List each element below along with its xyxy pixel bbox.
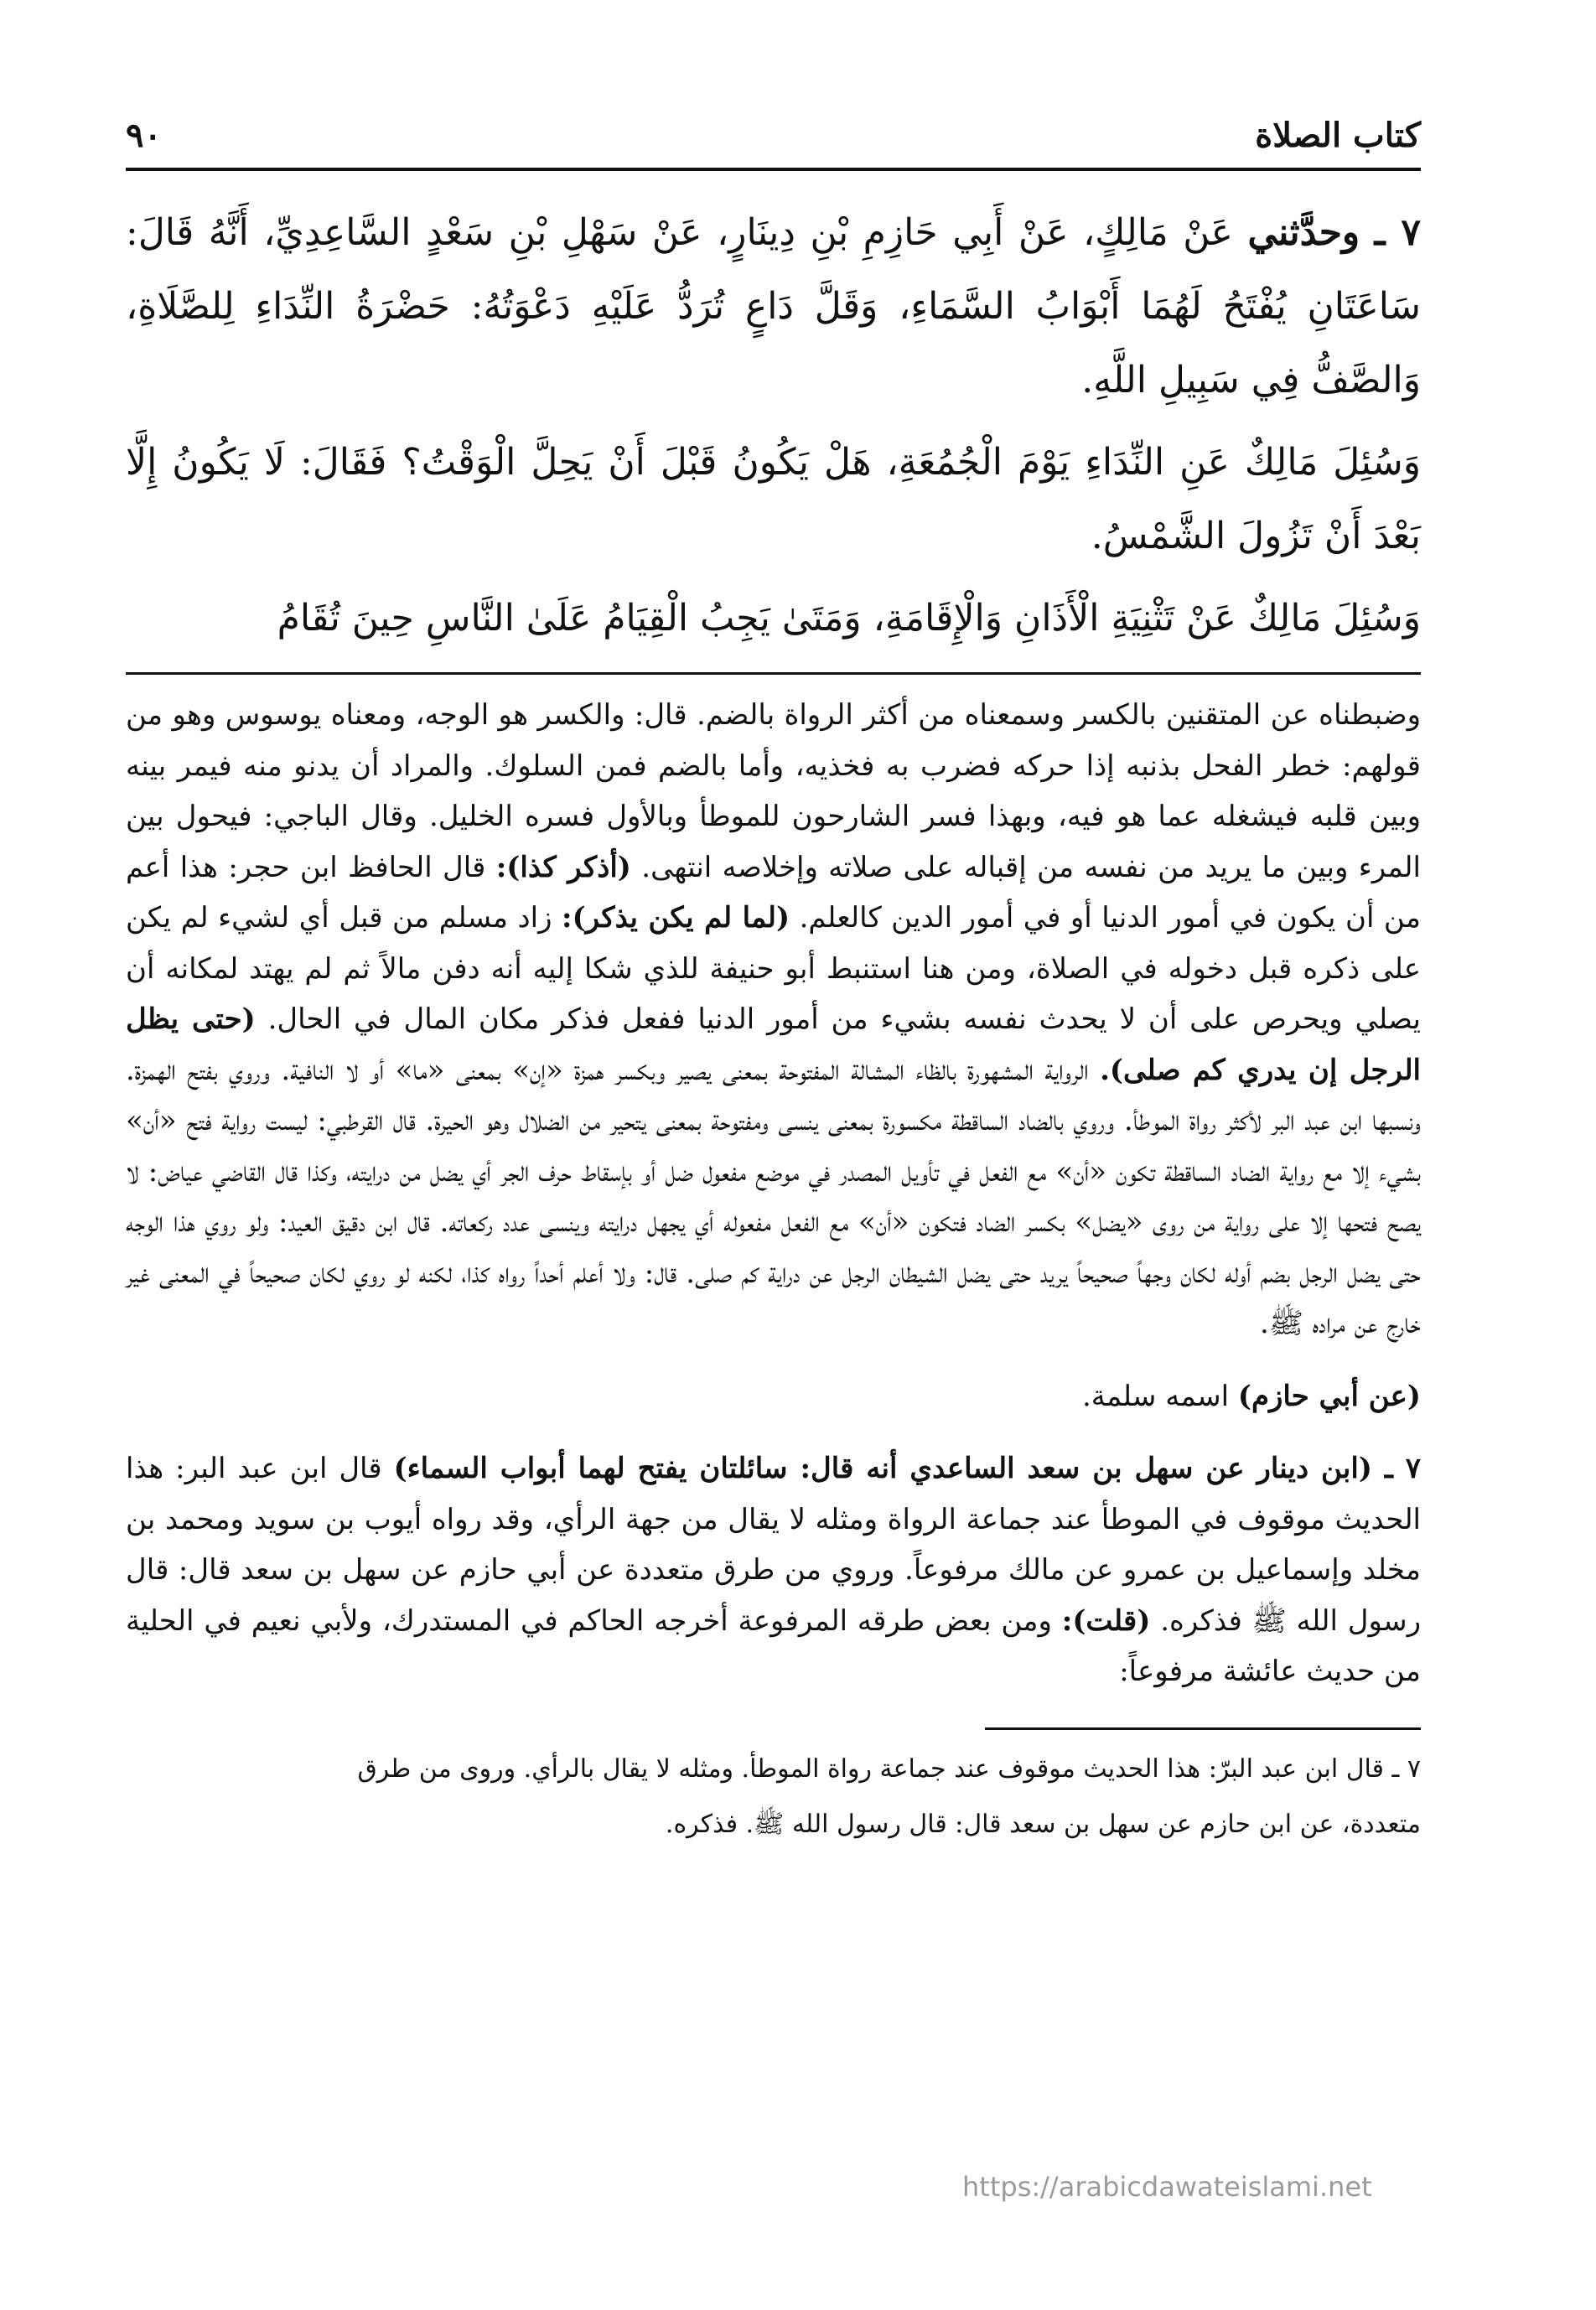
- commentary-text: قال ابن عبد البر: هذا الحديث موقوف في الموطأ عند جماعة الرواة ومثله لا يقال من جهة الرأي، وقد رواه أيوب بن سويد ومحمد بن مخلد وإسماعيل بن عمرو عن مالك مرفوعاً. وروي من طرق متعددة عن أبي حازم عن سهل بن سعد قال: قال رسول الله ﷺ فذكره.: [126, 1452, 1421, 1638]
- commentary-heading: (لما لم يكن يذكر):: [562, 901, 790, 935]
- page-number: ٩٠: [126, 116, 162, 155]
- commentary-heading: (حتى يظل الرجل إن يدري كم صلى).: [126, 1002, 1422, 1087]
- matn-paragraph-2: وَسُئِلَ مَالِكٌ عَنِ النِّدَاءِ يَوْمَ الْجُمُعَةِ، هَلْ يَكُونُ قَبْلَ أَنْ يَحِلَّ الْوَقْتُ؟ فَقَالَ: لَا يَكُونُ إِلَّا بَعْدَ أَنْ تَزُولَ الشَّمْسُ.: [126, 441, 1421, 557]
- footnote: [126, 1742, 1421, 1852]
- book-title: كتاب الصلاة: [1255, 116, 1421, 155]
- hadith-text: عَنْ مَالِكٍ، عَنْ أَبِي حَازِمِ بْنِ دِينَارٍ، عَنْ سَهْلِ بْنِ سَعْدٍ السَّاعِدِيِّ، أَنَّهُ قَالَ: سَاعَتَانِ يُفْتَحُ لَهُمَا أَبْوَابُ السَّمَاءِ، وَقَلَّ دَاعٍ تُرَدُّ عَلَيْهِ دَعْوَتُهُ: حَضْرَةُ النِّدَاءِ لِلصَّلَاةِ، وَالصَّفُّ فِي سَبِيلِ اللَّهِ.: [126, 211, 1421, 401]
- footnote-separator: [985, 1727, 1421, 1730]
- commentary: [126, 690, 1421, 1697]
- commentary-text: الرواية المشهورة بالظاء المشالة المفتوحة بمعنى يصير وبكسر همزة «إن» بمعنى «ما» أو لا النافية. وروي بفتح الهمزة. ونسبها ابن عبد البر لأكثر رواة الموطأ. وروي بالضاد الساقطة مكسورة بمعنى ينسى ومفتوحة بمعنى يتحير من الضلال وهو الحيرة. قال القرطبي: ليست رواية فتح «أن» بشيء إلا مع رواية الضاد الساقطة تكون «أن» مع الفعل في تأويل المصدر في موضع مفعول ضل أو بإسقاط حرف الجر أي يضل من درايته، وكذا قال القاضي عياض: لا يصح فتحها إلا على رواية من روى «يضل» بكسر الضاد فتكون «أن» مع الفعل مفعوله أي يجهل درايته وينسى عدد ركعاته. قال ابن دقيق العيد: ولو روي هذا الوجه حتى يضل الرجل بضم أوله لكان وجهاً صحيحاً يريد حتى يضل الشيطان الرجل عن دراية كم صلى. قال: ولا أعلم أحداً رواه كذا، لكنه لو روي لكان صحيحاً في المعنى غير خارج عن مراده ﷺ.: [126, 1053, 1422, 1340]
- commentary-text: زاد مسلم من قبل أي لشيء لم يكن على ذكره قبل دخوله في الصلاة، ومن هنا استنبط أبو حنيفة للذي شكا إليه أنه دفن مالاً ثم لم يهتد لمكانه أن يصلي ويحرص على أن لا يحدث نفسه بشيء من أمور الدنيا ففعل فذكر مكان المال في الحال.: [126, 901, 1421, 1036]
- commentary-text: اسمه سلمة.: [1081, 1379, 1230, 1413]
- commentary-heading: ٧ ـ (ابن دينار عن سهل بن سعد الساعدي أنه قال: سائلتان يفتح لهما أبواب السماء): [393, 1452, 1422, 1485]
- footnote-line-1: ٧ ـ قال ابن عبد البرّ: هذا الحديث موقوف عند جماعة رواة الموطأ. ومثله لا يقال بالرأي. وروى من طرق: [357, 1753, 1421, 1784]
- commentary-heading: (قلت):: [1061, 1603, 1151, 1638]
- matn-paragraph-3: وَسُئِلَ مَالِكٌ عَنْ تَثْنِيَةِ الْأَذَانِ وَالْإِقَامَةِ، وَمَتَىٰ يَجِبُ الْقِيَامُ عَلَىٰ النَّاسِ حِينَ تُقَامُ: [277, 597, 1421, 640]
- commentary-paragraph-3: [126, 1443, 1421, 1697]
- hadith-7: [126, 196, 1421, 417]
- commentary-text: ومن بعض طرقه المرفوعة أخرجه الحاكم في المستدرك، ولأبي نعيم في الحلية من حديث عائشة مرفوعاً:: [126, 1603, 1421, 1688]
- commentary-separator: [126, 672, 1421, 675]
- commentary-paragraph-2: [126, 1371, 1421, 1422]
- commentary-paragraph-1: [126, 690, 1421, 1349]
- watermark-url: https://arabicdawateislami.net: [962, 2171, 1372, 2203]
- main-text: [126, 196, 1421, 655]
- hadith-lead: وحدَّثني: [1247, 211, 1360, 254]
- page: [126, 101, 1421, 1852]
- commentary-text: وضبطناه عن المتقنين بالكسر وسمعناه من أكثر الرواة بالضم. قال: والكسر هو الوجه، ومعناه يوسوس وهو من قولهم: خطر الفحل بذنبه إذا حركه فضرب به فخذيه، وأما بالضم فمن السلوك. والمراد أن يدنو منه فيمر بينه وبين قلبه فيشغله عما هو فيه، وبهذا فسر الشارحون للموطأ وبالأول فسره الخليل. وقال الباجي: فيحول بين المرء وبين ما يريد من نفسه من إقباله على صلاته وإخلاصه انتهى.: [126, 698, 1421, 884]
- hadith-number: ٧ ـ: [1374, 211, 1422, 254]
- page-header: [126, 101, 1421, 171]
- commentary-heading: (أذكر كذا):: [495, 850, 631, 884]
- commentary-heading: (عن أبي حازم): [1237, 1379, 1421, 1413]
- commentary-text: قال الحافظ ابن حجر: هذا أعم من أن يكون في أمور الدنيا أو في أمور الدين كالعلم.: [126, 850, 1422, 935]
- footnote-line-2: متعددة، عن ابن حازم عن سهل بن سعد قال: قال رسول الله ﷺ. فذكره.: [665, 1809, 1421, 1839]
